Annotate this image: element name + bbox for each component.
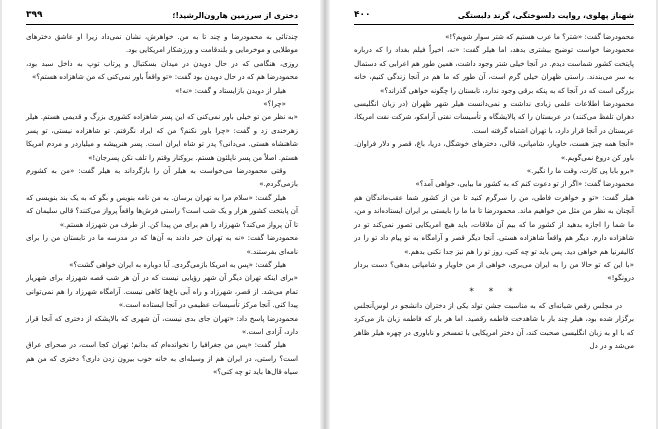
left-header-rule: [26, 24, 298, 25]
paragraph: «آنجا همه چیز هست، خاویار، شامپانی، قالی، دخترهای خوشگل، دریا، باغ، قصر و دلار فراوان. باور کن دروغ نمی‌گویم.»: [354, 139, 634, 162]
paragraph: وقتی محمودرضا می‌خواست به هیلر آن را بازگرداند به هیلر گفت: «من به کشورم بازمی‌گردم.»: [26, 166, 298, 189]
paragraph: «به نظر من تو خیلی باور نمی‌کنی که این پسر شاهزاده کشوری بزرگ و قدیمی هستم. هیلر زهرخندی زد و گفت: «چرا باور نکنم؟ من که ایراد نگرفتم. تو شاهزاده نیستی، تو پسر شاهنشاه هستی. می‌دانی؟ پدر تو شاه ایران است. پسر هنرپیشه و میلیاردر و مردم امریکا هستم. اصلاً من پسر ناپلئون هستم. بروکنار وقتم را تلف نکن پسرجان!»: [26, 112, 298, 162]
paragraph: چندتائی به محمودرضا و چند تا به من. خواهرش، نشان نمی‌داد زیرا او عاشق دخترهای موطلایی و موخرمایی و بلندقامت و ورزشکار امریکایی بود.: [26, 32, 298, 55]
left-page: [2, 0, 320, 429]
left-page-body: [26, 30, 298, 421]
book-gutter: [320, 0, 330, 429]
paragraph: روزی، هنگامی که در حال دویدن در میدان بسکتبال و پرتاب توپ به داخل سبد بود، محمودرضا هم که در حال دویدن بود گفت: «تو واقعاً باور نمی‌کنی که من شاهزاده هستم؟»: [26, 58, 298, 82]
right-running-title: شهناز پهلوی، روایت دلسوختگی، گرند دلبستگی: [457, 10, 634, 20]
paragraph: «برو بابا پی کارت، وقت ما را نگیر.»: [526, 166, 634, 176]
left-running-title: دختری از سرزمین هارون‌الرشید!؛: [172, 10, 298, 20]
paragraph: در مجلس رقص شبانه‌ای که به مناسبت جشن تولد یکی از دختران دانشجو در لوس‌آنجلس برگزار شده بود، هیلر چند بار با شاهدخت فاطمه رقصید. اما هر بار که فاطمه زبان باز می‌کرد که با او به زبان انگلیسی صحبت کند، آن دختر امریکایی با تمسخر و ناباوری در چهره هیلر ظاهر می‌شد و در دل: [354, 300, 634, 350]
paragraph: «برای اینکه تهران دیگر آن شهر رؤیایی نیست که در آن هر شب قصه شهرزاد برای شهریار تمام می‌شد. از قصر، شهرزاد و راه آبی باغ‌ها کاهی نیست. آرامگاه شهرزاد را هم نمی‌توانی پیدا کنی. آنجا مرکز تأسیسات عظیمی در آنجا ایستاده است.»: [26, 273, 298, 310]
paragraph: هیلر گفت: «پس من جغرافیا را نخوانده‌ام که بدانم؛ تهران کجا است، در صحرای عراق است؟ راستی، در ایران هم از وسیله‌ای به خانه خوب بیرون زدن داری؟ دختری که من هم سیاه قال‌ها باید تو چه کنی؟»: [26, 340, 298, 377]
right-page-body: [354, 30, 634, 421]
paragraph: هیلر از دویدن بازایستاد و گفت: «نه!»: [175, 85, 286, 95]
paragraph: هیلر گفت: «تو و خواهرت فاطی، من را سرگرم کنید تا من از کشور شما عقب‌ماندگان هم آنچنان به نظر من مثل من خواهیم ماند. محمودرضا تا ما ما را بایستی بر ایران ایستاده‌اند و من، ما شما را اجازه بدهید از کشور ما که بیم آن ملاقات، باید هیچ امریکایی تصور نمی‌کند تو در شاهزاده دارم. دیگر هم واقعاً شاهزاده هستی. آنجا دیگر قصر و آرامگاه به تو پیام داد تو را در کالیفرنیا هم خواهی دید. پس باید تو چه کنی، روز تو را هم نیز جدا نکنی بدهم.»: [354, 192, 634, 256]
paragraph: محمودرضا گفت: «اگر از تو دعوت کنم که به کشور ما بیایی، خواهی آمد؟»: [415, 179, 634, 189]
right-page: [330, 0, 656, 429]
paragraph: محمودرضا اطلاعات علمی زیادی نداشت و نمی‌دانست هیلر شهر ظهران (در زبان انگلیسی دهران تلفظ می‌کنند) در عربستان را که پالایشگاه و تأسیسات نفتی آرامکو، شرکت نفت امریکا، عربستان در آنجا قرار دارد، با تهران اشتباه گرفته است.: [354, 99, 634, 135]
paragraph: «با این که تو حالا من را به ایران می‌بری، خواهی از من خاویار و شامپانی بدهی؟ دست بردار درونگو!»: [354, 259, 634, 283]
section-break-stars: * * *: [469, 286, 519, 297]
paragraph: هیلر گفت: «سلام مرا به تهران برسان. به من نامه بنویس و بگو که به یک بند بنویسی که آن پایتخت کشور هزار و یک شب است؟ راستی فرش‌ها واقعاً پرواز می‌کنند؟ قالی سلیمان که تا آن پرواز می‌کند؟ شهرزاد را هم برای من پیدا کن. از طرف من شهرزاد هستم.»: [26, 192, 298, 229]
left-page-header: [26, 8, 298, 22]
left-page-number: ۳۹۹: [26, 10, 43, 20]
paragraph: محمودرضا خواست توضیح بیشتری بدهد، اما هیلر گفت: «نه، اخیراً فیلم بغداد را که درباره پایتخت کشور شماست دیدم. در آنجا خیلی شتر وجود داشت، همین طور هم اعرابی که دستمال به سر می‌بندند. راستی ظهران خیلی گرم است، آن طور که ما هم در آنجا زندگی کنیم، خانه بزرگی است که در آنجا که به پنکه برقی وجود ندارد، تابستان را چگونه خواهی گذراند؟»: [354, 45, 634, 95]
paragraph: هیلر گفت: «پس به امریکا بازمی‌گردی. آیا دوباره به ایران خواهی گشت؟»: [69, 259, 286, 269]
paragraph: «چرا؟»: [263, 99, 286, 109]
right-header-rule: [354, 24, 634, 25]
right-page-header: [354, 8, 634, 22]
paragraph: محمودرضا گفت: «شتر؟ ما عرب هستیم که شتر سوار شویم؟!»: [445, 32, 634, 41]
paragraph: محمودرضا گفت: «نه به تهران خبر دادند به آن‌ها که در مدرسه ما در تابستان من را برای نامه‌ای بفرستند.»: [26, 233, 298, 256]
paragraph: محمودرضا پاسخ داد: «تهران جای بدی نیست، آن شهری که بالاپشکه از دختری که آنجا قرار دارد، آزادی است.»: [26, 313, 298, 336]
right-page-number: ۴۰۰: [354, 10, 371, 20]
